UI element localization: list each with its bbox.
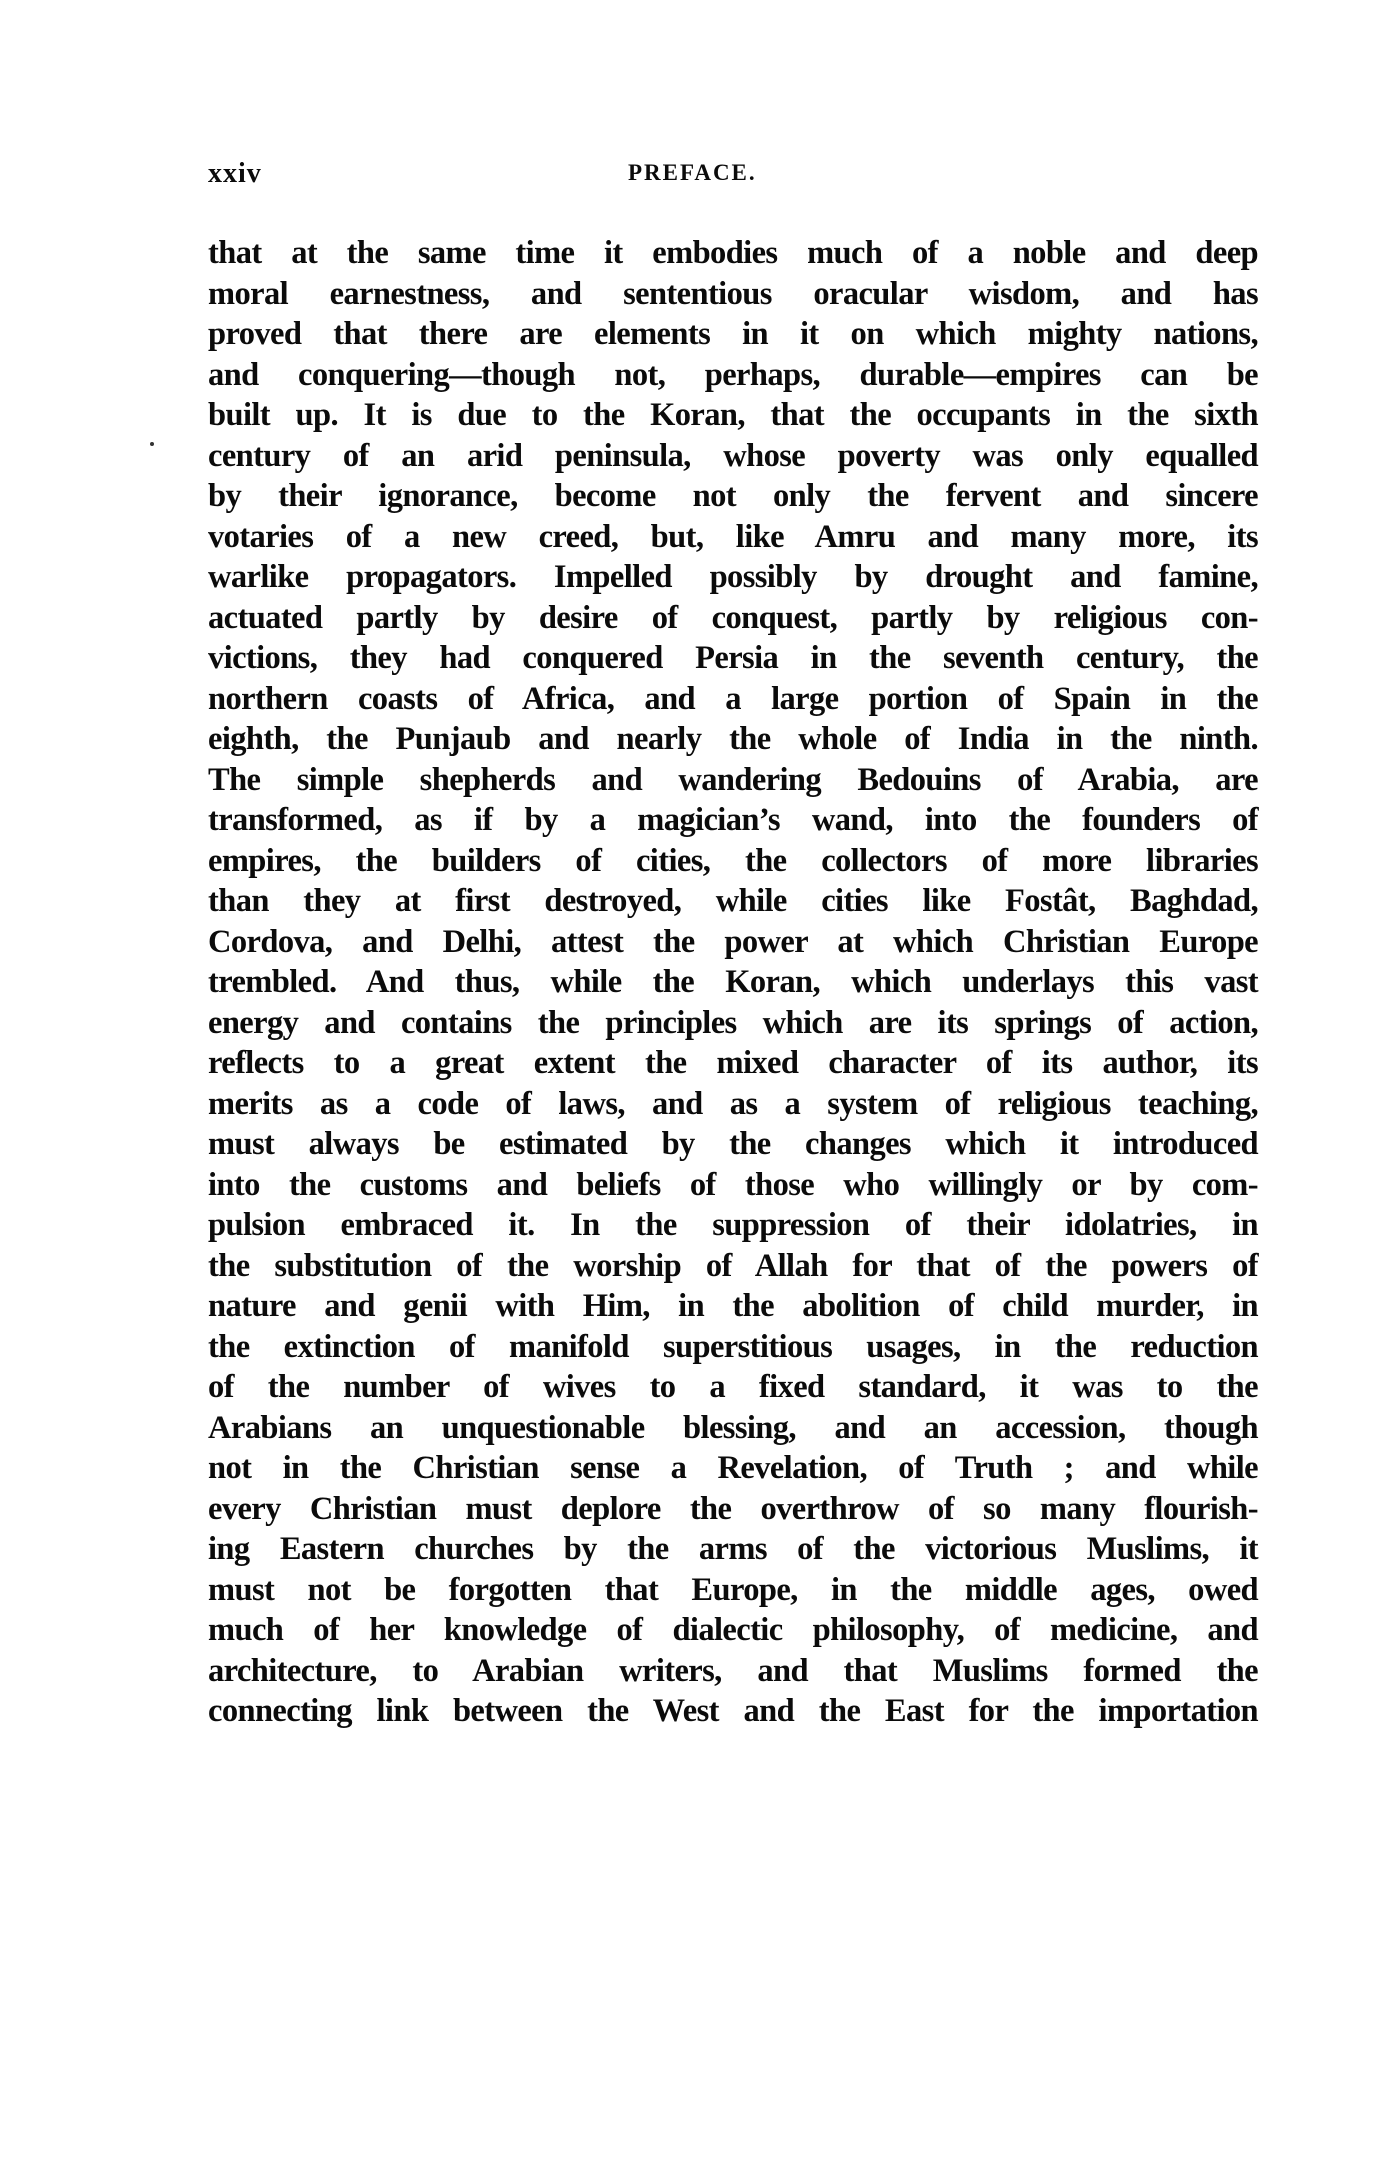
text-line [208,314,1258,355]
text-line-content: warlike propagators. Impelled possibly by drought and famine, [208,559,1258,595]
text-line [208,1651,1258,1692]
text-line-content: proved that there are elements in it on which mighty nations, [208,316,1258,352]
text-line-content: by their ignorance, become not only the fervent and sincere [208,478,1258,514]
text-line [208,274,1258,315]
text-line [208,1570,1258,1611]
text-line-content: built up. It is due to the Koran, that the occupants in the sixth [208,397,1258,433]
text-line-content: the extinction of manifold superstitious usages, in the reduction [208,1328,1258,1365]
text-line-content: the substitution of the worship of Allah for that of the powers of [208,1247,1258,1284]
text-line-content: merits as a code of laws, and as a system of religious teaching, [208,1085,1258,1122]
text-line-content: that at the same time it embodies much of a noble and deep [208,235,1258,271]
text-line [208,1043,1258,1084]
text-line-content: Arabians an unquestionable blessing, and an accession, though [208,1409,1258,1446]
text-line-content: trembled. And thus, while the Koran, which underlays this vast [208,964,1258,1000]
text-line-content: actuated partly by desire of conquest, partly by religious con- [208,599,1258,636]
text-line [208,1165,1258,1206]
text-line-content: must always be estimated by the changes which it introduced [208,1126,1258,1162]
text-line [208,598,1258,639]
text-line-content: must not be forgotten that Europe, in the middle ages, owed [208,1571,1258,1608]
text-line-content: into the customs and beliefs of those who willingly or by com- [208,1166,1258,1203]
text-line-content: nature and genii with Him, in the abolition of child murder, in [208,1288,1258,1324]
text-line [208,1489,1258,1530]
text-line-content: pulsion embraced it. In the suppression of their idolatries, in [208,1207,1258,1243]
text-line-content: century of an arid peninsula, whose poverty was only equalled [208,437,1258,474]
text-line [208,355,1258,396]
text-line-content: than they at first destroyed, while cities like Fostât, Baghdad, [208,883,1258,919]
text-line-content: moral earnestness, and sententious oracular wisdom, and has [208,275,1258,312]
text-line [208,679,1258,720]
text-line [208,1084,1258,1125]
text-line [208,1691,1258,1732]
text-line [208,1286,1258,1327]
text-line-content: transformed, as if by a magician’s wand, into the founders of [208,802,1258,838]
text-line-content: victions, they had conquered Persia in the seventh century, the [208,640,1258,676]
text-line [208,233,1258,274]
text-line-content: northern coasts of Africa, and a large portion of Spain in the [208,680,1258,717]
text-line [208,1205,1258,1246]
text-line-content: much of her knowledge of dialectic philosophy, of medicine, and [208,1612,1258,1648]
text-line [208,922,1258,963]
running-title: PREFACE. [628,160,757,185]
text-line [208,1003,1258,1044]
text-line-content: not in the Christian sense a Revelation, of Truth ; and while [208,1450,1258,1486]
text-line [208,800,1258,841]
text-line [208,557,1258,598]
text-line-content: The simple shepherds and wandering Bedouins of Arabia, are [208,761,1258,798]
text-line-content: reflects to a great extent the mixed character of its author, its [208,1045,1258,1081]
text-line-content: of the number of wives to a fixed standard, it was to the [208,1369,1258,1405]
text-line-content: Cordova, and Delhi, attest the power at which Christian Europe [208,923,1258,960]
text-line [208,517,1258,558]
text-line-content: energy and contains the principles which are its springs of action, [208,1004,1258,1041]
text-line [208,638,1258,679]
text-line-content: votaries of a new creed, but, like Amru and many more, its [208,518,1258,555]
text-line [208,760,1258,801]
body-text [208,233,1258,1732]
text-line-content: architecture, to Arabian writers, and that Muslims formed the [208,1652,1258,1689]
margin-speck [150,442,154,446]
text-line [208,395,1258,436]
text-line-content: eighth, the Punjaub and nearly the whole of India in the ninth. [208,721,1258,757]
text-line-content: and conquering—though not, perhaps, durable—empires can be [208,356,1258,393]
page-number: xxiv [208,158,262,189]
text-line [208,1529,1258,1570]
text-line-content: connecting link between the West and the East for the importation [208,1693,1258,1729]
text-line [208,1448,1258,1489]
text-line [208,719,1258,760]
text-line-content: ing Eastern churches by the arms of the victorious Muslims, it [208,1531,1258,1567]
text-line-content: empires, the builders of cities, the collectors of more libraries [208,842,1258,879]
text-line [208,1327,1258,1368]
text-line [208,962,1258,1003]
text-line [208,1367,1258,1408]
text-line [208,1610,1258,1651]
text-line [208,1246,1258,1287]
text-line [208,881,1258,922]
text-line [208,1124,1258,1165]
text-line [208,436,1258,477]
text-line [208,476,1258,517]
text-line-content: every Christian must deplore the overthrow of so many flourish- [208,1490,1258,1527]
running-head [208,158,1257,194]
text-line [208,1408,1258,1449]
text-line [208,841,1258,882]
